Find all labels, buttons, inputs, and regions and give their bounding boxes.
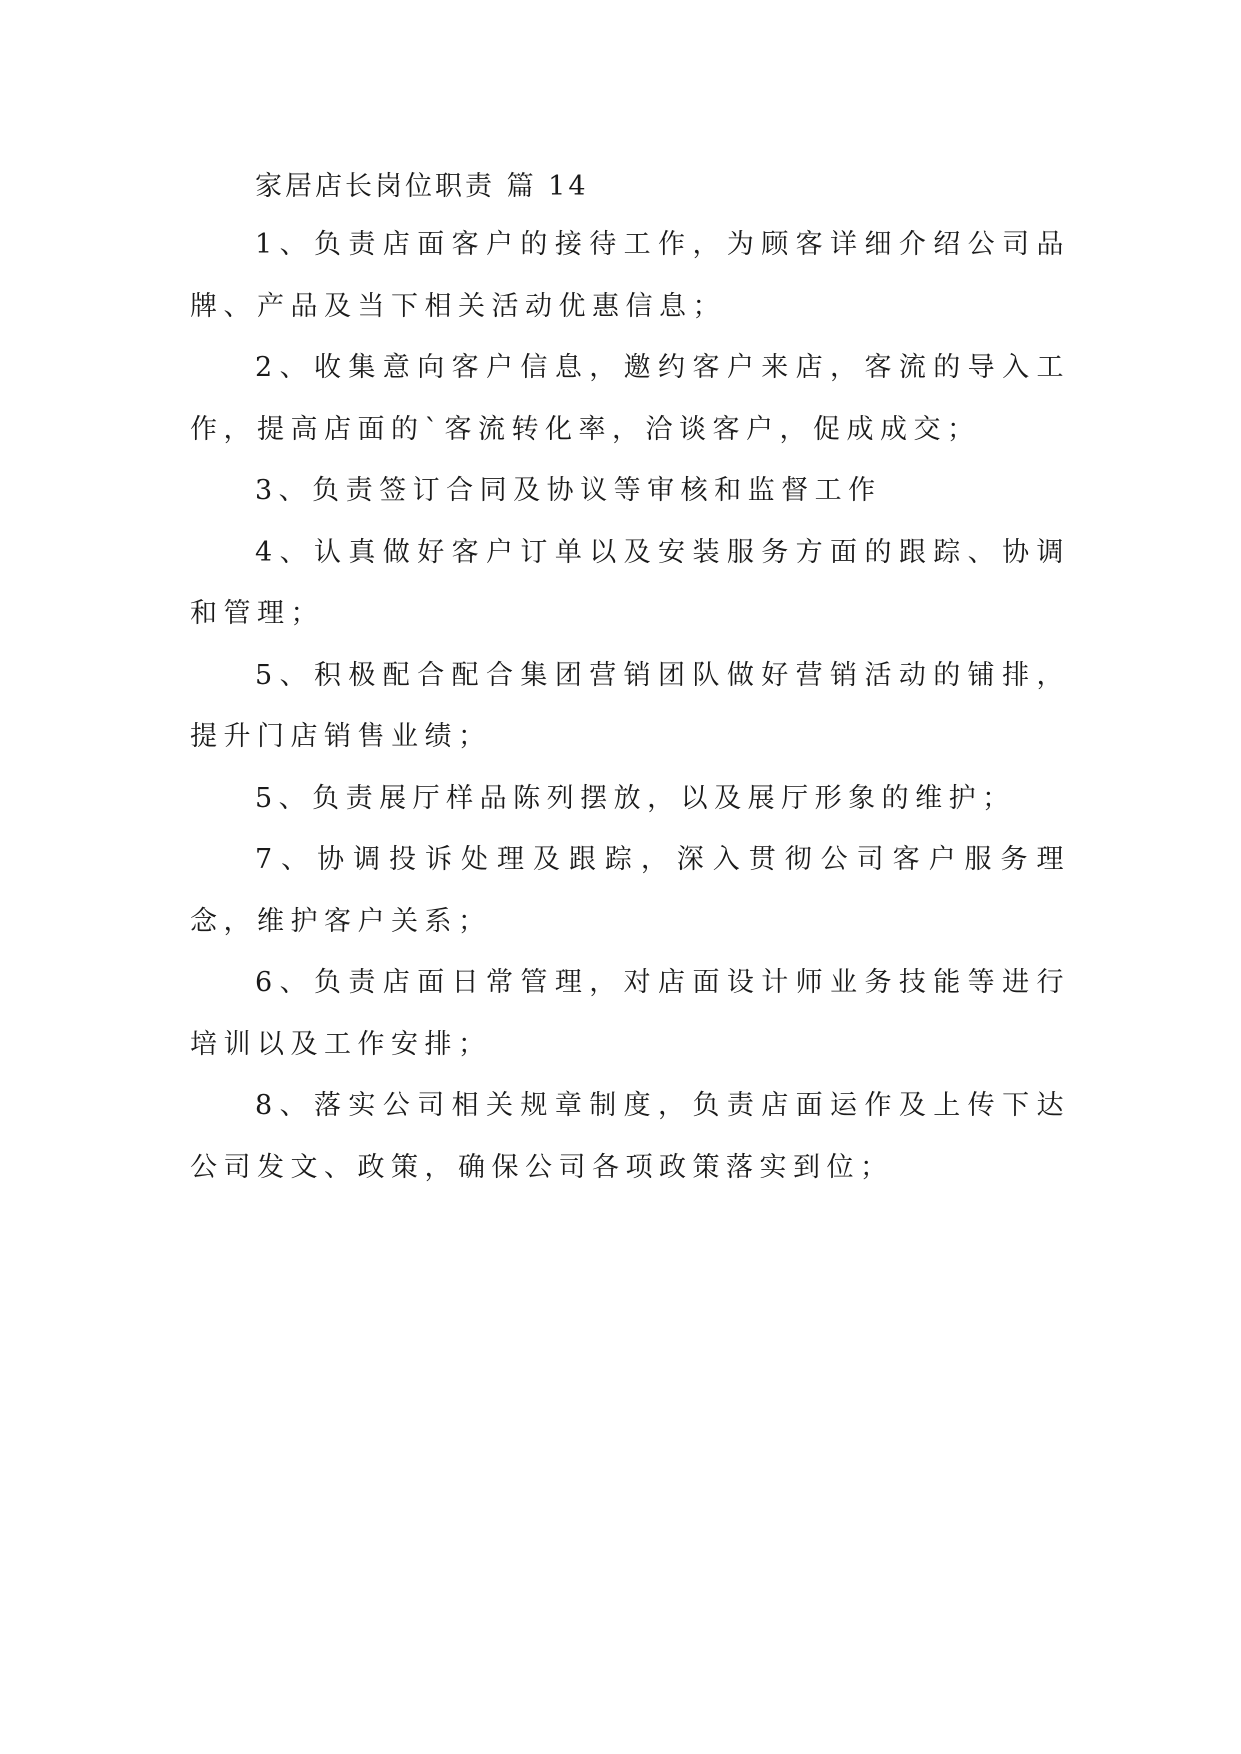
duty-item-8: 6、负责店面日常管理，对店面设计师业务技能等进行培训以及工作安排； (190, 967, 1070, 1060)
duty-item-3: 3、负责签订合同及协议等审核和监督工作 (255, 475, 882, 506)
duty-item-2: 2、收集意向客户信息，邀约客户来店，客流的导入工作，提高店面的`客流转化率，洽谈客户，促成成交； (190, 352, 1070, 445)
duty-item-9: 8、落实公司相关规章制度，负责店面运作及上传下达公司发文、政策，确保公司各项政策落实到位； (190, 1090, 1070, 1183)
duty-item-6: 5、负责展厅样品陈列摆放，以及展厅形象的维护； (255, 782, 1016, 814)
document-title: 家居店长岗位职责 篇 14 (255, 171, 589, 202)
duty-item-7: 7、协调投诉处理及跟踪，深入贯彻公司客户服务理念，维护客户关系； (190, 844, 1070, 937)
duty-item-1: 1、负责店面客户的接待工作，为顾客详细介绍公司品牌、产品及当下相关活动优惠信息； (190, 229, 1070, 322)
document-body (190, 160, 1070, 1198)
duty-item-5: 5、积极配合配合集团营销团队做好营销活动的铺排，提升门店销售业绩； (190, 659, 1070, 752)
duty-item-4: 4、认真做好客户订单以及安装服务方面的跟踪、协调和管理； (190, 536, 1070, 629)
